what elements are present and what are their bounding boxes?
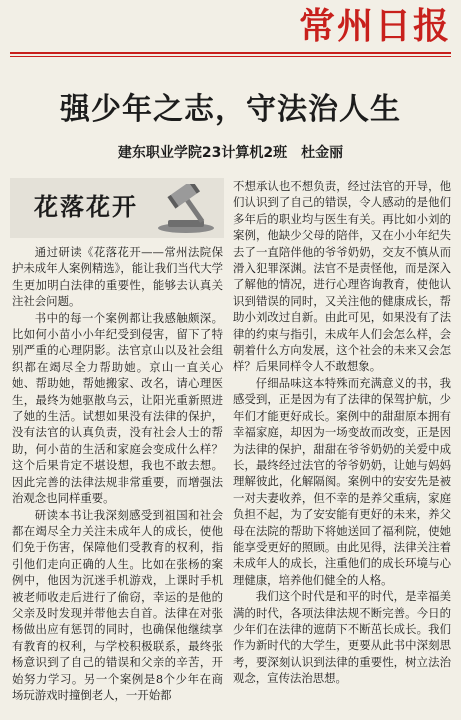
masthead-paper-name: 常州日报 <box>298 5 451 47</box>
gavel-icon <box>146 184 218 234</box>
article-paragraph: 仔细品味这本特殊而充满意义的书，我感受到，正是因为有了法律的保驾护航，少年们才能更好成长。案例中的甜甜原本拥有幸福家庭，却因为一场变故而改变，正是因为法律的保护，甜甜在爷爷奶奶的关爱中成长，最终经过法官的爷爷奶奶，让她与妈妈理解彼此，化解隔阂。案例中的安安先是被一对夫妻收养，但不幸的是养父重病，家庭负担不起，为了安安能有更好的未来，养父母在法院的帮助下将她送回了福利院，使她能享受更好的照顾。由此见得，法律关注着未成年人的成长，注重他们的成长环境与心理健康，培养他们健全的人格。 <box>233 375 451 587</box>
section-banner <box>10 178 224 238</box>
article-headline: 强少年之志，守法治人生 <box>60 92 401 127</box>
masthead-rule <box>10 52 451 54</box>
section-title: 花落花开 <box>34 193 138 221</box>
article-right-column <box>233 178 451 714</box>
article-paragraph: 不想承认也不想负责，经过法官的开导，他们认识到了自己的错误，令人感动的是他们多年后的职业均与医生有关。再比如小刘的案例，他缺少父母的陪伴，又在小小年纪失去了一直陪伴他的爷爷奶奶，交友不慎从而滑入犯罪深渊。法官不是责怪他，而是深入了解他的情况，进行心理咨询教育，使他认识到错误的同时，又关注他的健康成长，帮助小刘改过自新。由此可见，如果没有了法律的约束与指引，未成年人们会怎么样，会朝着什么方向发展，这个社会的未来又会怎样？后果同样令人不敢想象。 <box>233 179 451 374</box>
article-paragraph: 书中的每一个案例都让我感触颇深。比如何小苗小小年纪受到侵害，留下了特别严重的心理阴影。法官京山以及社会组织都在竭尽全力帮助她。京山一直关心她、帮助她，帮她搬家、改名，请心理医生，最终为她驱散乌云，让阳光重新照进了她的生活。试想如果没有法律的保护，没有法官的认真负责，没有社会人士的帮助，何小苗的生活和家庭会变成什么样？这个后果肯定不堪设想，我也不敢去想。因此完善的法律法规非常重要，而增强法治观念也同样重要。 <box>12 310 223 506</box>
article-paragraph: 我们这个时代是和平的时代，是幸福美满的时代，各项法律法规不断完善。今日的少年们在法律的遮荫下不断茁长成长。我们作为新时代的大学生，更要从此书中深刻思考，要深刻认识到法律的重要性，树立法治观念，宣传法治思想。 <box>233 589 451 686</box>
article-byline: 建东职业学院23计算机2班 杜金丽 <box>117 145 344 161</box>
article-left-column <box>12 244 223 714</box>
masthead-rule-thin <box>10 56 451 57</box>
article-paragraph: 研读本书让我深刻感受到祖国和社会都在竭尽全力关注未成年人的成长，使他们免于伤害，保障他们受教育的权利，指引他们走向正确的人生。比如在张杨的案例中，他因为沉迷手机游戏，上课时手机被老师收走后进行了偷窃，幸运的是他的父亲及时发现并带他去自首。法律在对张杨做出应有惩罚的同时，也确保他继续享有教育的权利，与学校积极联系，最终张杨意识到了自己的错误和父亲的辛苦，开始努力学习。另一个案例是8个少年在商场玩游戏时撞倒老人，一开始都 <box>12 507 223 702</box>
article-paragraph: 通过研读《花落花开——常州法院保护未成年人案例精选》，能让我们当代大学生更加明白法律的重要性，能够去认真关注社会问题。 <box>12 245 223 309</box>
